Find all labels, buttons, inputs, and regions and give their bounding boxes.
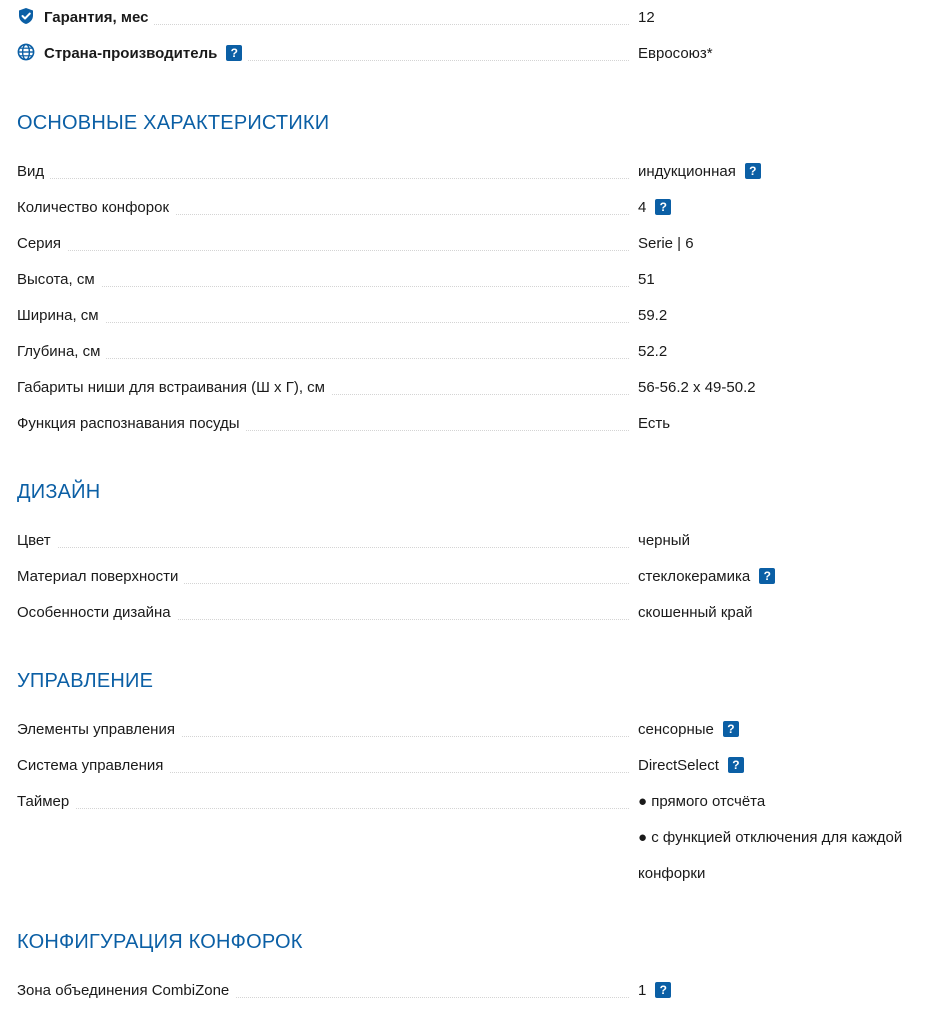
spec-label: Особенности дизайна <box>17 601 177 625</box>
spec-row <box>17 529 923 553</box>
spec-label: Цвет <box>17 529 57 553</box>
spec-row <box>17 376 923 400</box>
spec-label <box>17 6 154 30</box>
spec-row <box>17 601 923 625</box>
spec-value: 56-56.2 x 49-50.2 <box>638 379 756 396</box>
spec-label-text: Гарантия, мес <box>44 9 149 26</box>
spec-value: черный <box>638 532 690 549</box>
spec-value-bullet: ● с функцией отключения для каждой <box>638 829 903 846</box>
spec-value: 59.2 <box>638 307 668 324</box>
spec-label <box>17 42 248 66</box>
spec-row-warranty <box>17 6 923 30</box>
spec-row-country <box>17 42 923 66</box>
spec-label: Функция распознавания посуды <box>17 412 246 436</box>
help-icon[interactable]: ? <box>745 163 761 179</box>
help-icon[interactable]: ? <box>655 199 671 215</box>
spec-label: Количество конфорок <box>17 196 175 220</box>
spec-row <box>17 979 923 1003</box>
help-icon[interactable]: ? <box>655 982 671 998</box>
spec-label: Высота, см <box>17 268 101 292</box>
spec-row <box>17 340 923 364</box>
spec-value-text: индукционная <box>638 163 736 180</box>
spec-label: Вид <box>17 160 50 184</box>
spec-row <box>17 268 923 292</box>
shield-check-icon <box>17 7 35 25</box>
spec-row <box>17 718 923 742</box>
spec-value-text: стеклокерамика <box>638 568 751 585</box>
section-title-main: ОСНОВНЫЕ ХАРАКТЕРИСТИКИ <box>17 112 330 134</box>
spec-label: Зона объединения CombiZone <box>17 979 235 1003</box>
spec-row <box>17 412 923 436</box>
leader-dots <box>17 250 629 251</box>
spec-label: Таймер <box>17 790 75 814</box>
help-icon[interactable]: ? <box>226 45 242 61</box>
spec-value-text: 4 <box>638 199 647 216</box>
leader-dots <box>17 547 629 548</box>
leader-dots <box>17 358 629 359</box>
spec-row <box>17 160 923 184</box>
spec-value: Евросоюз* <box>638 45 713 62</box>
spec-row <box>17 565 923 589</box>
spec-row <box>17 196 923 220</box>
leader-dots <box>17 808 629 809</box>
spec-value: Serie | 6 <box>638 235 694 252</box>
leader-dots <box>17 286 629 287</box>
spec-value: 51 <box>638 271 655 288</box>
spec-label-text: Страна-производитель <box>44 45 218 62</box>
spec-value-text: DirectSelect <box>638 757 719 774</box>
spec-value <box>638 979 671 1003</box>
spec-value <box>638 160 761 184</box>
help-icon[interactable]: ? <box>723 721 739 737</box>
spec-row <box>17 754 923 778</box>
section-title-config: КОНФИГУРАЦИЯ КОНФОРОК <box>17 931 303 953</box>
globe-icon <box>17 43 35 61</box>
spec-value <box>638 196 671 220</box>
spec-label: Серия <box>17 232 67 256</box>
leader-dots <box>17 322 629 323</box>
spec-label: Габариты ниши для встраивания (Ш х Г), см <box>17 376 331 400</box>
spec-value-text: 1 <box>638 982 647 999</box>
spec-value-text: сенсорные <box>638 721 714 738</box>
help-icon[interactable]: ? <box>728 757 744 773</box>
section-title-design: ДИЗАЙН <box>17 481 101 503</box>
spec-label: Элементы управления <box>17 718 181 742</box>
spec-value: 52.2 <box>638 343 668 360</box>
section-title-control: УПРАВЛЕНИЕ <box>17 670 154 692</box>
spec-label: Глубина, см <box>17 340 106 364</box>
help-icon[interactable]: ? <box>759 568 775 584</box>
spec-row <box>17 232 923 256</box>
spec-value: Есть <box>638 415 671 432</box>
spec-value-bullet: ● прямого отсчёта <box>638 793 766 810</box>
spec-row <box>17 304 923 328</box>
spec-label: Материал поверхности <box>17 565 184 589</box>
spec-value <box>638 565 775 589</box>
spec-value-continuation: конфорки <box>638 865 706 882</box>
spec-label: Ширина, см <box>17 304 105 328</box>
spec-value <box>638 718 739 742</box>
spec-value: 12 <box>638 9 655 26</box>
spec-label: Система управления <box>17 754 169 778</box>
spec-value: скошенный край <box>638 604 753 621</box>
leader-dots <box>17 178 629 179</box>
spec-value <box>638 754 744 778</box>
spec-row-timer <box>17 790 923 886</box>
